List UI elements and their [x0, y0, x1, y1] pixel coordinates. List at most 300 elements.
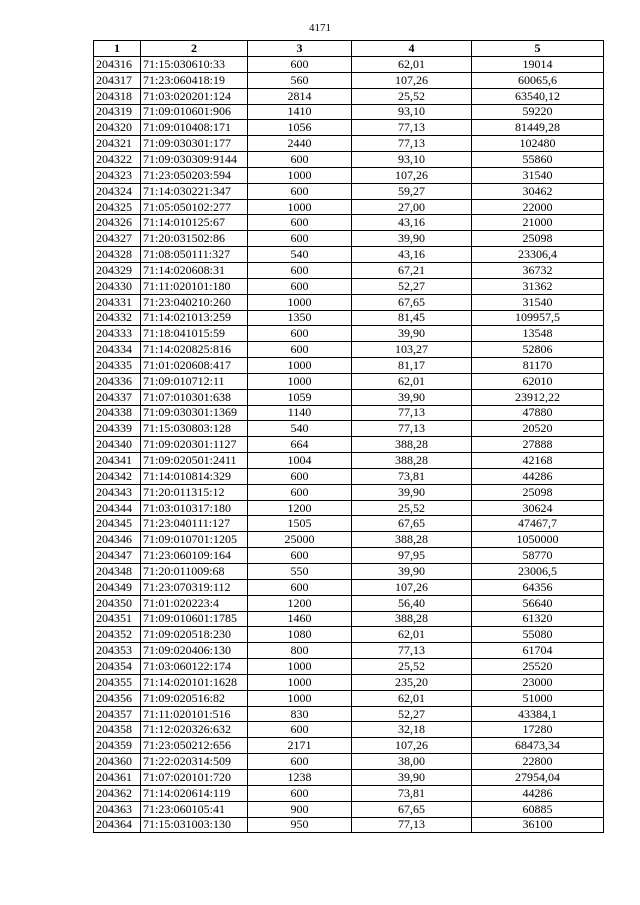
area-cell: 1410: [248, 104, 352, 120]
cadastral-number-cell: 71:03:020201:124: [141, 88, 248, 104]
cadastral-number-cell: 71:23:060109:164: [141, 548, 248, 564]
cadastral-number-cell: 71:23:040111:127: [141, 516, 248, 532]
table-row: [94, 643, 604, 659]
area-cell: 1200: [248, 500, 352, 516]
area-cell: 1000: [248, 690, 352, 706]
area-cell: 600: [248, 262, 352, 278]
cadastral-number-cell: 71:14:010125:67: [141, 215, 248, 231]
area-cell: 1000: [248, 358, 352, 374]
rate-cell: 388,28: [352, 611, 472, 627]
row-number-cell: 204346: [94, 532, 141, 548]
rate-cell: 39,90: [352, 769, 472, 785]
table-row: [94, 754, 604, 770]
area-cell: 800: [248, 643, 352, 659]
data-table-container: [93, 40, 604, 833]
cadastral-number-cell: 71:09:020516:82: [141, 690, 248, 706]
table-row: [94, 358, 604, 374]
area-cell: 600: [248, 57, 352, 73]
area-cell: 950: [248, 817, 352, 833]
rate-cell: 56,40: [352, 595, 472, 611]
value-cell: 61320: [472, 611, 604, 627]
table-row: [94, 152, 604, 168]
rate-cell: 107,26: [352, 72, 472, 88]
cadastral-number-cell: 71:03:010317:180: [141, 500, 248, 516]
table-row: [94, 785, 604, 801]
row-number-cell: 204328: [94, 247, 141, 263]
value-cell: 1050000: [472, 532, 604, 548]
rate-cell: 38,00: [352, 754, 472, 770]
rate-cell: 67,21: [352, 262, 472, 278]
cadastral-number-cell: 71:23:060418:19: [141, 72, 248, 88]
value-cell: 55860: [472, 152, 604, 168]
table-row: [94, 57, 604, 73]
value-cell: 64356: [472, 579, 604, 595]
row-number-cell: 204318: [94, 88, 141, 104]
row-number-cell: 204347: [94, 548, 141, 564]
cadastral-number-cell: 71:23:050203:594: [141, 167, 248, 183]
value-cell: 51000: [472, 690, 604, 706]
value-cell: 61704: [472, 643, 604, 659]
value-cell: 25098: [472, 484, 604, 500]
area-cell: 600: [248, 722, 352, 738]
table-row: [94, 690, 604, 706]
cadastral-number-cell: 71:14:030221:347: [141, 183, 248, 199]
table-row: [94, 500, 604, 516]
value-cell: 23306,4: [472, 247, 604, 263]
area-cell: 600: [248, 278, 352, 294]
table-row: [94, 88, 604, 104]
value-cell: 20520: [472, 421, 604, 437]
rate-cell: 67,65: [352, 516, 472, 532]
cadastral-number-cell: 71:14:020101:1628: [141, 674, 248, 690]
value-cell: 25520: [472, 659, 604, 675]
row-number-cell: 204348: [94, 564, 141, 580]
area-cell: 1004: [248, 453, 352, 469]
value-cell: 36732: [472, 262, 604, 278]
row-number-cell: 204357: [94, 706, 141, 722]
value-cell: 47467,7: [472, 516, 604, 532]
value-cell: 102480: [472, 136, 604, 152]
cadastral-number-cell: 71:03:060122:174: [141, 659, 248, 675]
table-row: [94, 437, 604, 453]
value-cell: 31540: [472, 294, 604, 310]
value-cell: 59220: [472, 104, 604, 120]
cadastral-number-cell: 71:01:020223:4: [141, 595, 248, 611]
cadastral-number-cell: 71:09:030301:177: [141, 136, 248, 152]
table-row: [94, 373, 604, 389]
cadastral-number-cell: 71:09:010701:1205: [141, 532, 248, 548]
row-number-cell: 204361: [94, 769, 141, 785]
rate-cell: 39,90: [352, 484, 472, 500]
rate-cell: 73,81: [352, 468, 472, 484]
column-header: 3: [248, 41, 352, 57]
value-cell: 22800: [472, 754, 604, 770]
row-number-cell: 204336: [94, 373, 141, 389]
value-cell: 17280: [472, 722, 604, 738]
area-cell: 540: [248, 247, 352, 263]
rate-cell: 388,28: [352, 437, 472, 453]
row-number-cell: 204343: [94, 484, 141, 500]
area-cell: 600: [248, 754, 352, 770]
value-cell: 30462: [472, 183, 604, 199]
row-number-cell: 204332: [94, 310, 141, 326]
row-number-cell: 204349: [94, 579, 141, 595]
area-cell: 550: [248, 564, 352, 580]
cadastral-number-cell: 71:09:020301:1127: [141, 437, 248, 453]
table-row: [94, 484, 604, 500]
rate-cell: 103,27: [352, 342, 472, 358]
area-cell: 1000: [248, 659, 352, 675]
area-cell: 560: [248, 72, 352, 88]
area-cell: 600: [248, 326, 352, 342]
cadastral-number-cell: 71:23:060105:41: [141, 801, 248, 817]
rate-cell: 39,90: [352, 231, 472, 247]
row-number-cell: 204360: [94, 754, 141, 770]
rate-cell: 107,26: [352, 579, 472, 595]
row-number-cell: 204334: [94, 342, 141, 358]
column-header: 2: [141, 41, 248, 57]
rate-cell: 67,65: [352, 294, 472, 310]
rate-cell: 77,13: [352, 421, 472, 437]
table-row: [94, 215, 604, 231]
cadastral-number-cell: 71:14:010814:329: [141, 468, 248, 484]
table-row: [94, 516, 604, 532]
rate-cell: 62,01: [352, 373, 472, 389]
table-row: [94, 532, 604, 548]
cadastral-number-cell: 71:09:020501:2411: [141, 453, 248, 469]
cadastral-number-cell: 71:09:010408:171: [141, 120, 248, 136]
cadastral-number-cell: 71:11:020101:180: [141, 278, 248, 294]
cadastral-number-cell: 71:18:041015:59: [141, 326, 248, 342]
row-number-cell: 204323: [94, 167, 141, 183]
cadastral-number-cell: 71:08:050111:327: [141, 247, 248, 263]
table-row: [94, 659, 604, 675]
row-number-cell: 204325: [94, 199, 141, 215]
area-cell: 600: [248, 152, 352, 168]
area-cell: 600: [248, 579, 352, 595]
value-cell: 109957,5: [472, 310, 604, 326]
rate-cell: 388,28: [352, 453, 472, 469]
area-cell: 1460: [248, 611, 352, 627]
area-cell: 1000: [248, 674, 352, 690]
value-cell: 42168: [472, 453, 604, 469]
rate-cell: 25,52: [352, 659, 472, 675]
area-cell: 600: [248, 484, 352, 500]
rate-cell: 388,28: [352, 532, 472, 548]
rate-cell: 77,13: [352, 405, 472, 421]
row-number-cell: 204333: [94, 326, 141, 342]
rate-cell: 93,10: [352, 104, 472, 120]
table-row: [94, 817, 604, 833]
area-cell: 900: [248, 801, 352, 817]
table-row: [94, 769, 604, 785]
rate-cell: 52,27: [352, 706, 472, 722]
table-row: [94, 247, 604, 263]
table-row: [94, 405, 604, 421]
area-cell: 1059: [248, 389, 352, 405]
cadastral-number-cell: 71:09:010712:11: [141, 373, 248, 389]
row-number-cell: 204353: [94, 643, 141, 659]
value-cell: 36100: [472, 817, 604, 833]
area-cell: 1350: [248, 310, 352, 326]
table-row: [94, 199, 604, 215]
rate-cell: 39,90: [352, 389, 472, 405]
cadastral-number-cell: 71:14:020614:119: [141, 785, 248, 801]
value-cell: 43384,1: [472, 706, 604, 722]
area-cell: 1000: [248, 199, 352, 215]
rate-cell: 107,26: [352, 738, 472, 754]
table-row: [94, 564, 604, 580]
value-cell: 23006,5: [472, 564, 604, 580]
rate-cell: 25,52: [352, 88, 472, 104]
row-number-cell: 204359: [94, 738, 141, 754]
cadastral-number-cell: 71:09:010601:1785: [141, 611, 248, 627]
value-cell: 55080: [472, 627, 604, 643]
row-number-cell: 204338: [94, 405, 141, 421]
area-cell: 600: [248, 183, 352, 199]
row-number-cell: 204358: [94, 722, 141, 738]
area-cell: 600: [248, 548, 352, 564]
area-cell: 664: [248, 437, 352, 453]
cadastral-number-cell: 71:05:050102:277: [141, 199, 248, 215]
cadastral-number-cell: 71:09:020518:230: [141, 627, 248, 643]
cadastral-number-cell: 71:14:020608:31: [141, 262, 248, 278]
rate-cell: 39,90: [352, 564, 472, 580]
rate-cell: 107,26: [352, 167, 472, 183]
cadastral-number-cell: 71:15:030803:128: [141, 421, 248, 437]
area-cell: 600: [248, 231, 352, 247]
value-cell: 13548: [472, 326, 604, 342]
rate-cell: 77,13: [352, 643, 472, 659]
row-number-cell: 204362: [94, 785, 141, 801]
value-cell: 58770: [472, 548, 604, 564]
table-row: [94, 294, 604, 310]
table-row: [94, 310, 604, 326]
rate-cell: 25,52: [352, 500, 472, 516]
column-header: 4: [352, 41, 472, 57]
value-cell: 21000: [472, 215, 604, 231]
cadastral-number-cell: 71:22:020314:509: [141, 754, 248, 770]
row-number-cell: 204335: [94, 358, 141, 374]
table-row: [94, 167, 604, 183]
area-cell: 1140: [248, 405, 352, 421]
table-row: [94, 342, 604, 358]
row-number-cell: 204329: [94, 262, 141, 278]
value-cell: 23000: [472, 674, 604, 690]
cadastral-number-cell: 71:14:021013:259: [141, 310, 248, 326]
cadastral-number-cell: 71:14:020825:816: [141, 342, 248, 358]
row-number-cell: 204344: [94, 500, 141, 516]
value-cell: 63540,12: [472, 88, 604, 104]
cadastral-number-cell: 71:23:050212:656: [141, 738, 248, 754]
row-number-cell: 204356: [94, 690, 141, 706]
row-number-cell: 204350: [94, 595, 141, 611]
row-number-cell: 204324: [94, 183, 141, 199]
area-cell: 2171: [248, 738, 352, 754]
table-row: [94, 595, 604, 611]
rate-cell: 81,17: [352, 358, 472, 374]
rate-cell: 93,10: [352, 152, 472, 168]
cadastral-number-cell: 71:15:031003:130: [141, 817, 248, 833]
value-cell: 62010: [472, 373, 604, 389]
value-cell: 22000: [472, 199, 604, 215]
rate-cell: 43,16: [352, 247, 472, 263]
table-row: [94, 72, 604, 88]
cadastral-number-cell: 71:11:020101:516: [141, 706, 248, 722]
table-row: [94, 421, 604, 437]
table-row: [94, 738, 604, 754]
area-cell: 1000: [248, 167, 352, 183]
cadastral-number-cell: 71:20:011009:68: [141, 564, 248, 580]
table-row: [94, 722, 604, 738]
row-number-cell: 204331: [94, 294, 141, 310]
table-row: [94, 468, 604, 484]
row-number-cell: 204352: [94, 627, 141, 643]
rate-cell: 62,01: [352, 690, 472, 706]
row-number-cell: 204319: [94, 104, 141, 120]
area-cell: 25000: [248, 532, 352, 548]
rate-cell: 77,13: [352, 817, 472, 833]
area-cell: 600: [248, 215, 352, 231]
table-row: [94, 104, 604, 120]
area-cell: 1000: [248, 294, 352, 310]
rate-cell: 97,95: [352, 548, 472, 564]
table-row: [94, 706, 604, 722]
area-cell: 600: [248, 468, 352, 484]
table-header-row: [94, 41, 604, 57]
area-cell: 830: [248, 706, 352, 722]
value-cell: 60885: [472, 801, 604, 817]
table-row: [94, 627, 604, 643]
rate-cell: 67,65: [352, 801, 472, 817]
area-cell: 600: [248, 785, 352, 801]
table-row: [94, 231, 604, 247]
cadastral-number-cell: 71:15:030610:33: [141, 57, 248, 73]
table-row: [94, 579, 604, 595]
rate-cell: 62,01: [352, 627, 472, 643]
table-row: [94, 674, 604, 690]
row-number-cell: 204342: [94, 468, 141, 484]
row-number-cell: 204321: [94, 136, 141, 152]
row-number-cell: 204345: [94, 516, 141, 532]
cadastral-number-cell: 71:07:020101:720: [141, 769, 248, 785]
rate-cell: 235,20: [352, 674, 472, 690]
rate-cell: 39,90: [352, 326, 472, 342]
value-cell: 31540: [472, 167, 604, 183]
value-cell: 68473,34: [472, 738, 604, 754]
table-row: [94, 389, 604, 405]
cadastral-number-cell: 71:09:010601:906: [141, 104, 248, 120]
row-number-cell: 204317: [94, 72, 141, 88]
row-number-cell: 204330: [94, 278, 141, 294]
cadastral-number-cell: 71:23:040210:260: [141, 294, 248, 310]
column-header: 5: [472, 41, 604, 57]
table-row: [94, 136, 604, 152]
rate-cell: 52,27: [352, 278, 472, 294]
value-cell: 60065,6: [472, 72, 604, 88]
area-cell: 1200: [248, 595, 352, 611]
rate-cell: 27,00: [352, 199, 472, 215]
value-cell: 19014: [472, 57, 604, 73]
value-cell: 23912,22: [472, 389, 604, 405]
table-row: [94, 611, 604, 627]
row-number-cell: 204355: [94, 674, 141, 690]
table-row: [94, 262, 604, 278]
table-row: [94, 120, 604, 136]
cadastral-number-cell: 71:07:010301:638: [141, 389, 248, 405]
rate-cell: 59,27: [352, 183, 472, 199]
cadastral-number-cell: 71:09:020406:130: [141, 643, 248, 659]
rate-cell: 62,01: [352, 57, 472, 73]
rate-cell: 77,13: [352, 120, 472, 136]
value-cell: 52806: [472, 342, 604, 358]
row-number-cell: 204339: [94, 421, 141, 437]
table-body: [94, 57, 604, 833]
row-number-cell: 204341: [94, 453, 141, 469]
value-cell: 44286: [472, 468, 604, 484]
table-row: [94, 548, 604, 564]
value-cell: 81449,28: [472, 120, 604, 136]
value-cell: 56640: [472, 595, 604, 611]
area-cell: 600: [248, 342, 352, 358]
cadastral-number-cell: 71:20:031502:86: [141, 231, 248, 247]
area-cell: 1505: [248, 516, 352, 532]
area-cell: 1000: [248, 373, 352, 389]
area-cell: 540: [248, 421, 352, 437]
value-cell: 47880: [472, 405, 604, 421]
row-number-cell: 204322: [94, 152, 141, 168]
area-cell: 1080: [248, 627, 352, 643]
value-cell: 27954,04: [472, 769, 604, 785]
cadastral-number-cell: 71:09:030301:1369: [141, 405, 248, 421]
page-number: 4171: [309, 22, 331, 34]
table-row: [94, 801, 604, 817]
row-number-cell: 204354: [94, 659, 141, 675]
value-cell: 25098: [472, 231, 604, 247]
rate-cell: 77,13: [352, 136, 472, 152]
rate-cell: 81,45: [352, 310, 472, 326]
table-row: [94, 453, 604, 469]
row-number-cell: 204363: [94, 801, 141, 817]
row-number-cell: 204327: [94, 231, 141, 247]
row-number-cell: 204337: [94, 389, 141, 405]
row-number-cell: 204320: [94, 120, 141, 136]
value-cell: 30624: [472, 500, 604, 516]
row-number-cell: 204364: [94, 817, 141, 833]
cadastral-number-cell: 71:12:020326:632: [141, 722, 248, 738]
row-number-cell: 204326: [94, 215, 141, 231]
rate-cell: 73,81: [352, 785, 472, 801]
column-header: 1: [94, 41, 141, 57]
row-number-cell: 204316: [94, 57, 141, 73]
area-cell: 2814: [248, 88, 352, 104]
cadastral-number-cell: 71:23:070319:112: [141, 579, 248, 595]
table-row: [94, 326, 604, 342]
rate-cell: 43,16: [352, 215, 472, 231]
value-cell: 27888: [472, 437, 604, 453]
area-cell: 2440: [248, 136, 352, 152]
table-row: [94, 183, 604, 199]
rate-cell: 32,18: [352, 722, 472, 738]
value-cell: 31362: [472, 278, 604, 294]
area-cell: 1238: [248, 769, 352, 785]
cadastral-number-cell: 71:20:011315:12: [141, 484, 248, 500]
cadastral-number-cell: 71:01:020608:417: [141, 358, 248, 374]
row-number-cell: 204351: [94, 611, 141, 627]
table-row: [94, 278, 604, 294]
row-number-cell: 204340: [94, 437, 141, 453]
value-cell: 81170: [472, 358, 604, 374]
